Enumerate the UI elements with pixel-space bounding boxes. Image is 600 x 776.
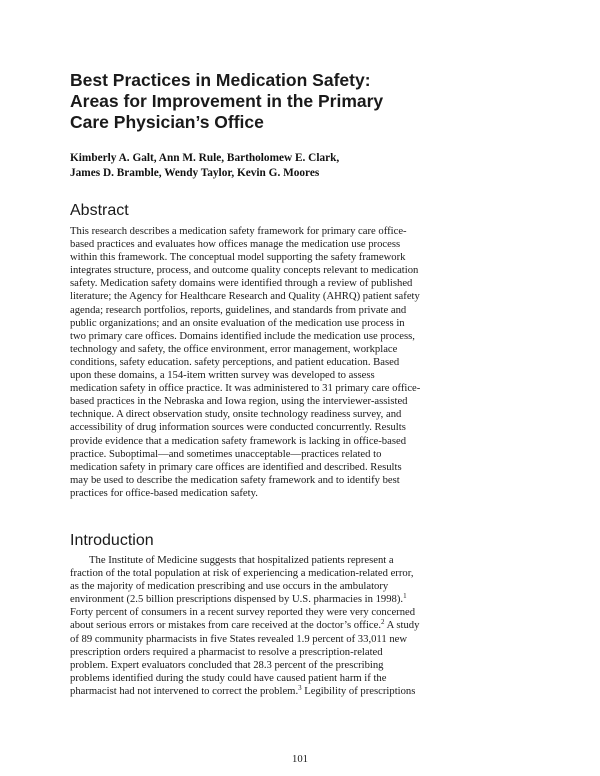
introduction-line — [70, 659, 540, 672]
introduction-line — [70, 672, 540, 685]
abstract-line: within this framework. The conceptual model supporting the safety framework — [70, 252, 406, 264]
introduction-line — [70, 619, 540, 632]
abstract-line: technique. A direct observation study, onsite technology readiness survey, and — [70, 409, 402, 421]
abstract-line: agenda; research portfolios, reports, guidelines, and standards from private and — [70, 304, 407, 316]
abstract-line: may be used to describe the medication safety framework and to identify best — [70, 474, 400, 486]
introduction-line-text: A study — [384, 620, 420, 632]
abstract-line: upon these domains, a 154-item written survey was developed to assess — [70, 370, 375, 382]
introduction-line-text: problems identified during the study could have caused patient harm if the — [70, 672, 387, 684]
introduction-line-text: The Institute of Medicine suggests that hospitalized patients represent a — [89, 555, 394, 566]
title-line: Care Physician’s Office — [70, 112, 264, 132]
introduction-line-text: prescription orders required a pharmacist to resolve a prescription-related — [70, 646, 383, 658]
author-line: Kimberly A. Galt, Ann M. Rule, Bartholomew E. Clark, — [70, 152, 340, 164]
title-line: Best Practices in Medication Safety: — [70, 70, 371, 90]
introduction-line-text: environment (2.5 billion prescriptions dispensed by U.S. pharmacies in 1998). — [70, 594, 404, 606]
abstract-line: accessibility of drug information sources were conducted concurrently. Results — [70, 422, 406, 434]
abstract-line: based practices in the Nebraska and Iowa region, using the interviewer-assisted — [70, 396, 408, 408]
introduction-line-text: Legibility of prescriptions — [301, 685, 416, 697]
abstract-line: This research describes a medication safety framework for primary care office- — [70, 226, 407, 237]
introduction-line-text: about serious errors or mistakes from care received at the doctor’s office. — [70, 620, 382, 632]
title-line: Areas for Improvement in the Primary — [70, 91, 384, 111]
introduction-line-text: fraction of the total population at risk of experiencing a medication-related error, — [70, 568, 414, 580]
introduction-line — [70, 633, 540, 646]
abstract-line: safety. Medication safety domains were identified through a review of published — [70, 278, 413, 290]
introduction-line — [70, 685, 540, 698]
abstract-line: public organizations; and an onsite evaluation of the medication use process in — [70, 317, 405, 329]
abstract-line: medication safety in office practice. It was administered to 31 primary care office- — [70, 383, 421, 395]
introduction-line — [70, 646, 540, 659]
abstract-line: conditions, safety education. safety perceptions, and patient education. Based — [70, 356, 400, 368]
author-list — [70, 151, 540, 180]
introduction-text — [70, 554, 540, 698]
page-number: 101 — [292, 754, 308, 765]
abstract-line: provide evidence that a medication safety framework is lacking in office-based — [70, 435, 407, 447]
abstract-line: integrates structure, process, and outcome quality concepts relevant to medication — [70, 265, 419, 277]
introduction-line-text: Forty percent of consumers in a recent survey reported they were very concerned — [70, 607, 416, 619]
abstract-line: practice. Suboptimal—and sometimes unacceptable—practices related to — [70, 448, 382, 460]
introduction-line-text: problem. Expert evaluators concluded that 28.3 percent of the prescribing — [70, 659, 384, 671]
introduction-line-text: of 89 community pharmacists in five States revealed 1.9 percent of 33,011 new — [70, 633, 408, 645]
author-line: James D. Bramble, Wendy Taylor, Kevin G. Moores — [70, 166, 320, 179]
introduction-line — [70, 606, 540, 619]
abstract-line: medication safety in primary care offices are identified and described. Results — [70, 461, 402, 473]
introduction-line-text: pharmacist had not intervened to correct the problem. — [70, 685, 299, 697]
introduction-line — [70, 554, 540, 567]
abstract-text — [70, 225, 540, 500]
paper-title — [70, 70, 540, 133]
abstract-line: two primary care offices. Domains identified include the medication use process, — [70, 330, 415, 342]
introduction-line — [70, 567, 540, 580]
footnote-ref: 3 — [298, 683, 302, 692]
footnote-ref: 2 — [381, 618, 385, 627]
abstract-heading: Abstract — [70, 202, 129, 219]
introduction-line-text: as the majority of medication prescribing and use occurs in the ambulatory — [70, 581, 389, 593]
abstract-line: technology and safety, the office environment, error management, workplace — [70, 343, 398, 355]
abstract-line: literature; the Agency for Healthcare Research and Quality (AHRQ) patient safety — [70, 291, 420, 303]
introduction-heading: Introduction — [70, 532, 154, 549]
introduction-line — [70, 580, 540, 593]
introduction-line — [70, 593, 540, 606]
abstract-line: practices for office-based medication safety. — [70, 487, 258, 499]
footnote-ref: 1 — [403, 592, 407, 601]
abstract-line: based practices and evaluates how offices manage the medication use process — [70, 239, 401, 251]
